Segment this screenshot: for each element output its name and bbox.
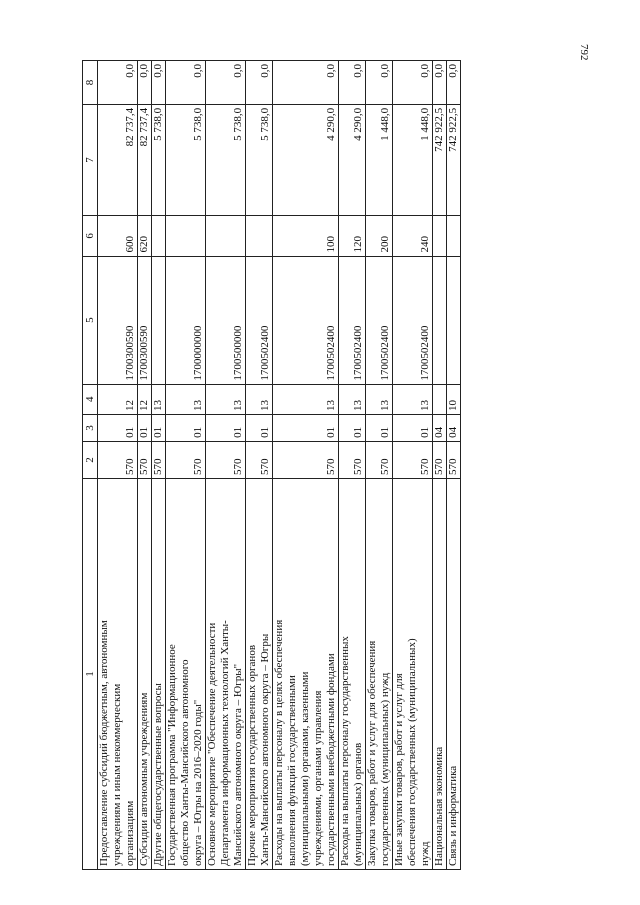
amount-cell: 5 738,0 — [166, 104, 206, 215]
expense-type-cell: 120 — [339, 216, 366, 256]
row-name-line: Субсидии автономным учреждениям — [138, 692, 150, 866]
admin-code-cell: 570 — [166, 441, 206, 478]
header-col-4: 4 — [83, 384, 98, 414]
row-name-line: общество Ханты-Мансийского автономного — [179, 659, 191, 866]
col8-amount-cell: 0,0 — [246, 61, 273, 105]
header-col-3: 3 — [83, 414, 98, 441]
header-col-6: 6 — [83, 216, 98, 256]
table-row — [138, 61, 152, 870]
subsection-code-cell: 13 — [152, 384, 166, 414]
row-name-line: Департамента информационных технологий Ханты- — [219, 620, 231, 866]
row-name-cell — [246, 478, 273, 869]
target-article-cell — [433, 256, 447, 384]
table-row — [433, 61, 447, 870]
target-article-cell: 1700300590 — [138, 256, 152, 384]
amount-cell: 4 290,0 — [339, 104, 366, 215]
expense-type-cell — [166, 216, 206, 256]
section-code-cell: 01 — [152, 414, 166, 441]
table-row — [393, 61, 433, 870]
amount-cell: 4 290,0 — [273, 104, 339, 215]
row-name-cell — [433, 478, 447, 869]
page-number: 792 — [578, 44, 590, 61]
target-article-cell: 1700502400 — [339, 256, 366, 384]
row-name-line: Основное мероприятие "Обеспечение деятельности — [206, 622, 218, 866]
subsection-code-cell: 13 — [393, 384, 433, 414]
section-code-cell: 01 — [339, 414, 366, 441]
row-name-line: учреждениям и иным некоммерческим — [111, 683, 123, 866]
row-name-line: Расходы на выплаты персоналу в целях обеспечения — [273, 619, 285, 866]
admin-code-cell: 570 — [246, 441, 273, 478]
row-name-line: государственными внебюджетными фондами — [325, 653, 337, 866]
col8-amount-cell: 0,0 — [273, 61, 339, 105]
header-col-2: 2 — [83, 441, 98, 478]
expense-type-cell — [433, 216, 447, 256]
amount-cell: 82 737,4 — [138, 104, 152, 215]
subsection-code-cell: 13 — [366, 384, 393, 414]
col8-amount-cell: 0,0 — [206, 61, 246, 105]
row-name-line: (муниципальными) органами, казенными — [299, 671, 311, 866]
header-col-8: 8 — [83, 61, 98, 105]
amount-cell: 5 738,0 — [152, 104, 166, 215]
header-col-1: 1 — [83, 478, 98, 869]
table-row — [246, 61, 273, 870]
header-col-7: 7 — [83, 104, 98, 215]
row-name-line: Прочие мероприятия государственных органов — [246, 644, 258, 866]
admin-code-cell: 570 — [366, 441, 393, 478]
col8-amount-cell: 0,0 — [433, 61, 447, 105]
admin-code-cell: 570 — [339, 441, 366, 478]
section-code-cell: 01 — [98, 414, 138, 441]
row-name-cell — [273, 478, 339, 869]
expense-type-cell: 240 — [393, 216, 433, 256]
col8-amount-cell: 0,0 — [366, 61, 393, 105]
table-row — [166, 61, 206, 870]
target-article-cell: 1700502400 — [273, 256, 339, 384]
row-name-line: нужд — [419, 841, 431, 866]
row-name-line: учреждениями, органами управления — [312, 690, 324, 866]
expense-type-cell — [246, 216, 273, 256]
col8-amount-cell: 0,0 — [166, 61, 206, 105]
table-row — [273, 61, 339, 870]
subsection-code-cell — [433, 384, 447, 414]
target-article-cell: 1700502400 — [366, 256, 393, 384]
subsection-code-cell: 13 — [206, 384, 246, 414]
table-row — [339, 61, 366, 870]
table-row — [206, 61, 246, 870]
row-name-cell — [447, 478, 461, 869]
admin-code-cell: 570 — [152, 441, 166, 478]
target-article-cell: 1700500000 — [206, 256, 246, 384]
section-code-cell: 01 — [366, 414, 393, 441]
col8-amount-cell: 0,0 — [138, 61, 152, 105]
amount-cell: 1 448,0 — [366, 104, 393, 215]
amount-cell: 742 922,5 — [433, 104, 447, 215]
expense-type-cell: 100 — [273, 216, 339, 256]
row-name-line: выполнения функций государственными — [286, 675, 298, 866]
rotated-table-stage — [82, 60, 554, 870]
row-name-cell — [393, 478, 433, 869]
row-name-cell — [98, 478, 138, 869]
col8-amount-cell: 0,0 — [152, 61, 166, 105]
row-name-cell — [366, 478, 393, 869]
admin-code-cell: 570 — [138, 441, 152, 478]
amount-cell: 5 738,0 — [246, 104, 273, 215]
section-code-cell: 01 — [206, 414, 246, 441]
admin-code-cell: 570 — [206, 441, 246, 478]
amount-cell: 1 448,0 — [393, 104, 433, 215]
subsection-code-cell: 13 — [166, 384, 206, 414]
amount-cell: 742 922,5 — [447, 104, 461, 215]
row-name-line: обеспечения государственных (муниципальных) — [406, 638, 418, 866]
row-name-cell — [152, 478, 166, 869]
row-name-line: (муниципальных) органов — [352, 742, 364, 866]
row-name-line: Предоставление субсидий бюджетным, автономным — [98, 620, 110, 866]
row-name-line: государственных (муниципальных) нужд — [379, 672, 391, 866]
row-name-cell — [206, 478, 246, 869]
budget-table — [82, 60, 461, 870]
subsection-code-cell: 13 — [339, 384, 366, 414]
target-article-cell: 1700502400 — [393, 256, 433, 384]
target-article-cell — [152, 256, 166, 384]
admin-code-cell: 570 — [98, 441, 138, 478]
table-row — [447, 61, 461, 870]
admin-code-cell: 570 — [273, 441, 339, 478]
col8-amount-cell: 0,0 — [393, 61, 433, 105]
row-name-cell — [138, 478, 152, 869]
expense-type-cell: 600 — [98, 216, 138, 256]
row-name-line: организациям — [124, 800, 136, 866]
row-name-line: Связь и информатика — [447, 765, 459, 866]
target-article-cell: 1700502400 — [246, 256, 273, 384]
subsection-code-cell: 13 — [273, 384, 339, 414]
subsection-code-cell: 10 — [447, 384, 461, 414]
subsection-code-cell: 13 — [246, 384, 273, 414]
table-row — [98, 61, 138, 870]
row-name-line: округа – Югры на 2016–2020 годы" — [192, 699, 204, 866]
row-name-line: Национальная экономика — [433, 746, 445, 866]
expense-type-cell — [152, 216, 166, 256]
col8-amount-cell: 0,0 — [98, 61, 138, 105]
row-name-line: Ханты-Мансийского автономного округа – Югры — [259, 633, 271, 866]
section-code-cell: 01 — [138, 414, 152, 441]
row-name-line: Государственная программа "Информационное — [166, 644, 178, 866]
table-row — [152, 61, 166, 870]
amount-cell: 5 738,0 — [206, 104, 246, 215]
col8-amount-cell: 0,0 — [447, 61, 461, 105]
subsection-code-cell: 12 — [138, 384, 152, 414]
expense-type-cell: 200 — [366, 216, 393, 256]
section-code-cell: 04 — [447, 414, 461, 441]
expense-type-cell — [447, 216, 461, 256]
amount-cell: 82 737,4 — [98, 104, 138, 215]
target-article-cell: 1700000000 — [166, 256, 206, 384]
section-code-cell: 04 — [433, 414, 447, 441]
admin-code-cell: 570 — [393, 441, 433, 478]
row-name-line: Расходы на выплаты персоналу государственных — [339, 636, 351, 866]
target-article-cell — [447, 256, 461, 384]
table-row — [366, 61, 393, 870]
expense-type-cell — [206, 216, 246, 256]
row-name-cell — [339, 478, 366, 869]
row-name-line: Закупка товаров, работ и услуг для обеспечения — [366, 640, 378, 866]
col8-amount-cell: 0,0 — [339, 61, 366, 105]
target-article-cell: 1700300590 — [98, 256, 138, 384]
section-code-cell: 01 — [246, 414, 273, 441]
section-code-cell: 01 — [166, 414, 206, 441]
header-col-5: 5 — [83, 256, 98, 384]
table-body — [98, 61, 461, 870]
table-header-row — [83, 61, 98, 870]
admin-code-cell: 570 — [447, 441, 461, 478]
section-code-cell: 01 — [393, 414, 433, 441]
section-code-cell: 01 — [273, 414, 339, 441]
subsection-code-cell: 12 — [98, 384, 138, 414]
row-name-line: Мансийского автономного округа – Югры" — [232, 663, 244, 866]
row-name-line: Другие общегосударственные вопросы — [152, 683, 164, 866]
row-name-line: Иные закупки товаров, работ и услуг для — [393, 673, 405, 866]
row-name-cell — [166, 478, 206, 869]
expense-type-cell: 620 — [138, 216, 152, 256]
admin-code-cell: 570 — [433, 441, 447, 478]
